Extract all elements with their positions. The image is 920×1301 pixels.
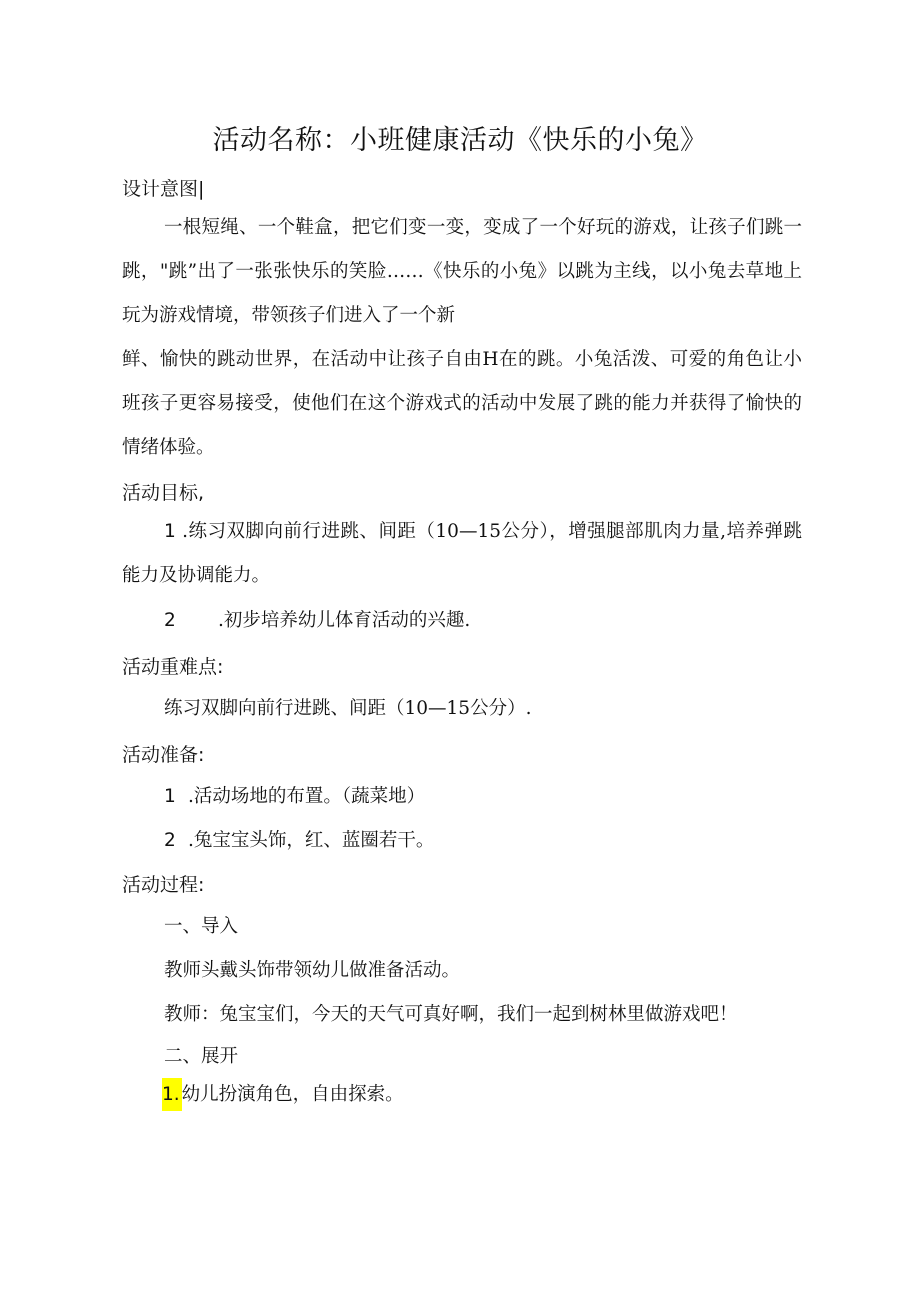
preparation-heading: 活动准备: xyxy=(122,744,205,766)
preparation-item-2-text: .兔宝宝头饰，红、蓝圈若干。 xyxy=(188,830,435,851)
goal-item-1-number: 1 xyxy=(164,521,176,542)
process-step-2-item-1-text: 幼儿扮演角色，自由探索。 xyxy=(181,1084,404,1105)
page-title: 活动名称：小班健康活动《快乐的小兔》 xyxy=(212,125,708,156)
preparation-item-1 xyxy=(164,782,425,808)
goal-item-2 xyxy=(164,606,470,632)
process-step-2: 二、展开 xyxy=(164,1046,239,1067)
preparation-item-2 xyxy=(164,826,434,852)
goal-item-1-text: .练习双脚向前行进跳、间距（10—15公分），增强腿部肌肉力量,培养弹跳能力及协调能力。 xyxy=(122,521,802,586)
process-step-1-text: 教师头戴头饰带领幼儿做准备活动。 xyxy=(164,960,461,981)
design-paragraph-1: 一根短绳、一个鞋盒，把它们变一变，变成了一个好玩的游戏，让孩子们跳一跳，"跳”出了一张张快乐的笑脸……《快乐的小兔》以跳为主线，以小兔去草地上玩为游戏情境，带领孩子们进入了一个新 xyxy=(122,217,802,326)
process-heading: 活动过程: xyxy=(122,874,205,896)
design-heading: 设计意图| xyxy=(122,178,205,200)
goals-heading: 活动目标, xyxy=(122,482,205,504)
goal-item-1 xyxy=(122,510,802,598)
goal-item-2-text: .初步培养幼儿体育活动的兴趣. xyxy=(218,610,471,631)
preparation-item-2-number: 2 xyxy=(164,830,176,851)
design-paragraph-2: 鲜、愉快的跳动世界，在活动中让孩子自由H在的跳。小兔活泼、可爱的角色让小班孩子更容易接受，使他们在这个游戏式的活动中发展了跳的能力并获得了愉快的情绪体验。 xyxy=(122,349,802,458)
preparation-item-1-text: .活动场地的布置。（蔬菜地） xyxy=(188,786,426,807)
key-points-heading: 活动重难点: xyxy=(122,656,224,678)
preparation-item-1-number: 1 xyxy=(164,786,176,807)
process-step-2-item-1 xyxy=(162,1078,404,1111)
key-points-text: 练习双脚向前行进跳、间距（10—15公分）. xyxy=(164,698,532,719)
highlighted-number: 1. xyxy=(162,1078,182,1111)
goal-item-2-number: 2 xyxy=(164,610,176,631)
process-step-1-dialog: 教师：兔宝宝们，今天的天气可真好啊，我们一起到树林里做游戏吧！ xyxy=(164,1004,738,1025)
process-step-1: 一、导入 xyxy=(164,916,239,937)
